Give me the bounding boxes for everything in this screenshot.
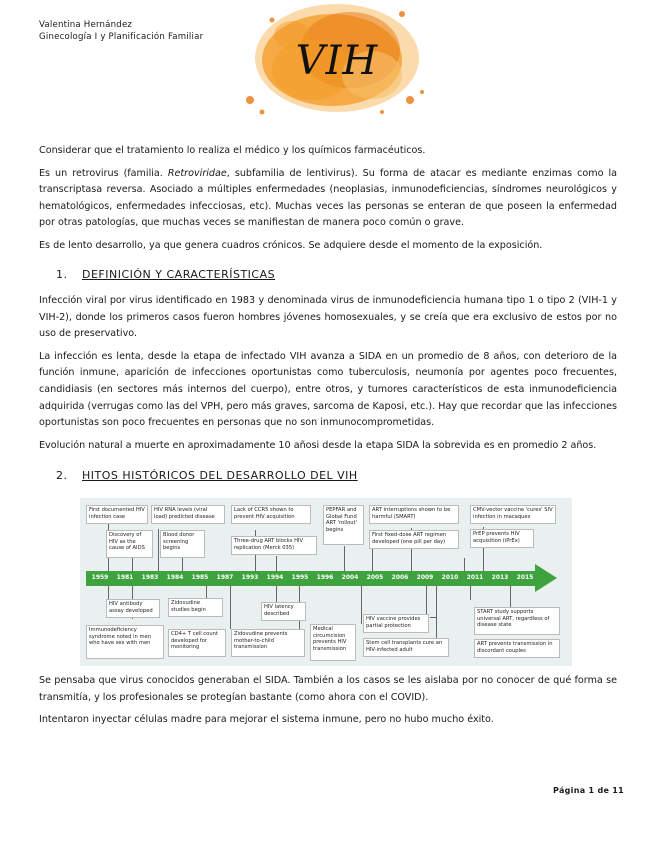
connector-line bbox=[132, 558, 133, 572]
document-header bbox=[39, 19, 203, 43]
connector-line bbox=[182, 558, 183, 572]
paragraph: Se pensaba que virus conocidos generaban el SIDA. También a los casos se les aislaba por no conocer de qué forma se transmitía, y los profesionales se protegían bastante (como ahora con el COVID). bbox=[39, 675, 617, 703]
milestone-box: ART interruptions shown to be harmful (SMART) bbox=[369, 505, 459, 524]
connector-line bbox=[344, 546, 345, 572]
connector-line bbox=[436, 586, 437, 638]
paragraph: La infección es lenta, desde la etapa de infectado VIH avanza a SIDA en un promedio de 8 años, con deterioro de la función inmune, aparición de infecciones oportunistas como tuberculosis, neumonía por agentes poco frecuentes, candidiasis (en sectores más internos del cuerpo), entre otros, y tumores característicos de esta inmunodeficiencia adquirida (verrugas como las del VPH, pero más graves, sarcoma de Kaposi, etc.). Hay que recordar que las infecciones oportunistas son poco frecuentes en personas que no son inmunocomprometidas. bbox=[39, 350, 617, 429]
hiv-timeline-figure bbox=[80, 498, 572, 666]
timeline-year: 1984 bbox=[166, 574, 184, 581]
milestone-box: HIV latency described bbox=[261, 602, 306, 621]
milestone-box: First documented HIV infection case bbox=[86, 505, 148, 524]
paint-drop bbox=[260, 110, 265, 115]
closing-text bbox=[39, 673, 617, 729]
milestone-box: Zidovudine prevents mother-to-child transmission bbox=[231, 629, 305, 657]
section-title: HITOS HISTÓRICOS DEL DESARROLLO DEL VIH bbox=[82, 469, 358, 482]
paint-drop bbox=[399, 11, 405, 17]
milestone-box: CMV-vector vaccine 'cures' SIV infection in macaques bbox=[470, 505, 556, 524]
section-number: 1. bbox=[56, 268, 68, 281]
connector-line bbox=[276, 556, 277, 572]
timeline-year: 2015 bbox=[516, 574, 534, 581]
milestone-box: PEPFAR and Global Fund ART 'rollout' begins bbox=[323, 505, 364, 545]
milestone-box: HIV antibody assay developed bbox=[106, 599, 160, 618]
connector-line bbox=[108, 586, 109, 599]
timeline-year: 2006 bbox=[391, 574, 409, 581]
milestone-box: Lack of CCR5 shown to prevent HIV acquisition bbox=[231, 505, 311, 524]
italic-term: Retroviridae bbox=[167, 167, 227, 179]
timeline-year: 2010 bbox=[441, 574, 459, 581]
milestone-box: Medical circumcision prevents HIV transmission bbox=[310, 624, 356, 661]
connector-line bbox=[230, 586, 231, 629]
paragraph: Infección viral por virus identificado en 1983 y denominada virus de inmunodeficiencia humana tipo 1 o tipo 2 (VIH-1 y VIH-2), donde los primeros casos fueron hombres jóvenes homosexuales, y se creía que era exclusivo de estos por no uso de preservativo. bbox=[39, 295, 617, 340]
timeline-year: 2013 bbox=[491, 574, 509, 581]
course-name: Ginecología I y Planificación Familiar bbox=[39, 32, 204, 42]
section-title: DEFINICIÓN Y CARACTERÍSTICAS bbox=[82, 268, 276, 281]
milestone-box: First fixed-dose ART regimen developed (one pill per day) bbox=[369, 530, 459, 549]
milestone-box: Immunodeficiency syndrome noted in men who have sex with men bbox=[86, 625, 164, 659]
logo-title: VIH bbox=[295, 38, 379, 84]
milestone-box: HIV vaccine provides partial protection bbox=[363, 614, 429, 633]
intro-text bbox=[39, 143, 617, 255]
timeline-year: 1995 bbox=[291, 574, 309, 581]
section-heading-1 bbox=[56, 268, 275, 281]
milestone-box: CD4+ T cell count developed for monitoring bbox=[168, 629, 226, 657]
paragraph: Es de lento desarrollo, ya que genera cuadros crónicos. Se adquiere desde el momento de la exposición. bbox=[39, 239, 543, 251]
milestone-box: Three-drug ART blocks HIV replication (Merck 035) bbox=[231, 536, 317, 555]
text-run: , subfamilia de lentivirus). Su forma de atacar es mediante enzimas como la transcriptasa reversa. Asociado a múltiples enfermedades (neoplasias, inmunodeficiencias, síndromes neurológicos y hematológicos, enfermedades infecciosas, etc). Muchas veces las personas se enteran de que poseen la enfermedad por otras patologías, que muchas veces se manifiestan de manera poco común o grave. bbox=[39, 167, 617, 229]
milestone-box: PrEP prevents HIV acquisition (iPrEx) bbox=[470, 529, 534, 548]
timeline-year: 1996 bbox=[316, 574, 334, 581]
milestone-box: Stem cell transplants cure an HIV-infected adult bbox=[363, 638, 449, 657]
milestone-box: START study supports universal ART, regardless of disease state bbox=[474, 607, 560, 635]
paint-drop bbox=[420, 90, 424, 94]
page-number: Página 1 de 11 bbox=[553, 786, 625, 795]
timeline-year: 1994 bbox=[266, 574, 284, 581]
paint-drop bbox=[380, 110, 384, 114]
milestone-box: Discovery of HIV as the cause of AIDS bbox=[106, 530, 153, 558]
definition-text bbox=[39, 293, 617, 454]
section-heading-2 bbox=[56, 469, 358, 482]
timeline-year: 1993 bbox=[241, 574, 259, 581]
connector-line bbox=[158, 529, 159, 572]
paint-drop bbox=[270, 18, 275, 23]
timeline-year: 1959 bbox=[91, 574, 109, 581]
timeline-year: 2005 bbox=[366, 574, 384, 581]
milestone-box: Blood donor screening begins bbox=[160, 530, 205, 558]
milestone-box: ART prevents transmission in discordant couples bbox=[474, 639, 560, 658]
paragraph: Evolución natural a muerte en aproximadamente 10 añosi desde la etapa SIDA la sobrevida es en promedio 2 años. bbox=[39, 439, 597, 451]
timeline-year: 1983 bbox=[141, 574, 159, 581]
paragraph: Considerar que el tratamiento lo realiza el médico y los químicos farmacéuticos. bbox=[39, 145, 426, 156]
connector-line bbox=[426, 586, 427, 617]
paint-drop bbox=[246, 96, 254, 104]
connector-line bbox=[430, 617, 436, 618]
connector-line bbox=[361, 586, 362, 624]
timeline-year: 1985 bbox=[191, 574, 209, 581]
paragraph bbox=[39, 166, 617, 232]
vih-logo bbox=[232, 0, 442, 125]
timeline-year: 2009 bbox=[416, 574, 434, 581]
section-number: 2. bbox=[56, 469, 68, 482]
timeline-year: 2004 bbox=[341, 574, 359, 581]
connector-line bbox=[470, 586, 471, 600]
milestone-box: Zidovudine studies begin bbox=[168, 598, 223, 617]
timeline-arrowhead bbox=[535, 564, 557, 592]
timeline-year: 2011 bbox=[466, 574, 484, 581]
author-name: Valentina Hernández bbox=[39, 20, 133, 30]
paragraph: Intentaron inyectar células madre para mejorar el sistema inmune, pero no hubo mucho éxito. bbox=[39, 714, 494, 726]
connector-line bbox=[206, 586, 207, 598]
text-run: Es un retrovirus (familia. bbox=[39, 167, 168, 179]
milestone-box: HIV RNA levels (viral load) predicted disease bbox=[151, 505, 225, 524]
connector-line bbox=[464, 558, 465, 572]
timeline-year: 1987 bbox=[216, 574, 234, 581]
timeline-year: 1981 bbox=[116, 574, 134, 581]
paint-drop bbox=[406, 96, 414, 104]
